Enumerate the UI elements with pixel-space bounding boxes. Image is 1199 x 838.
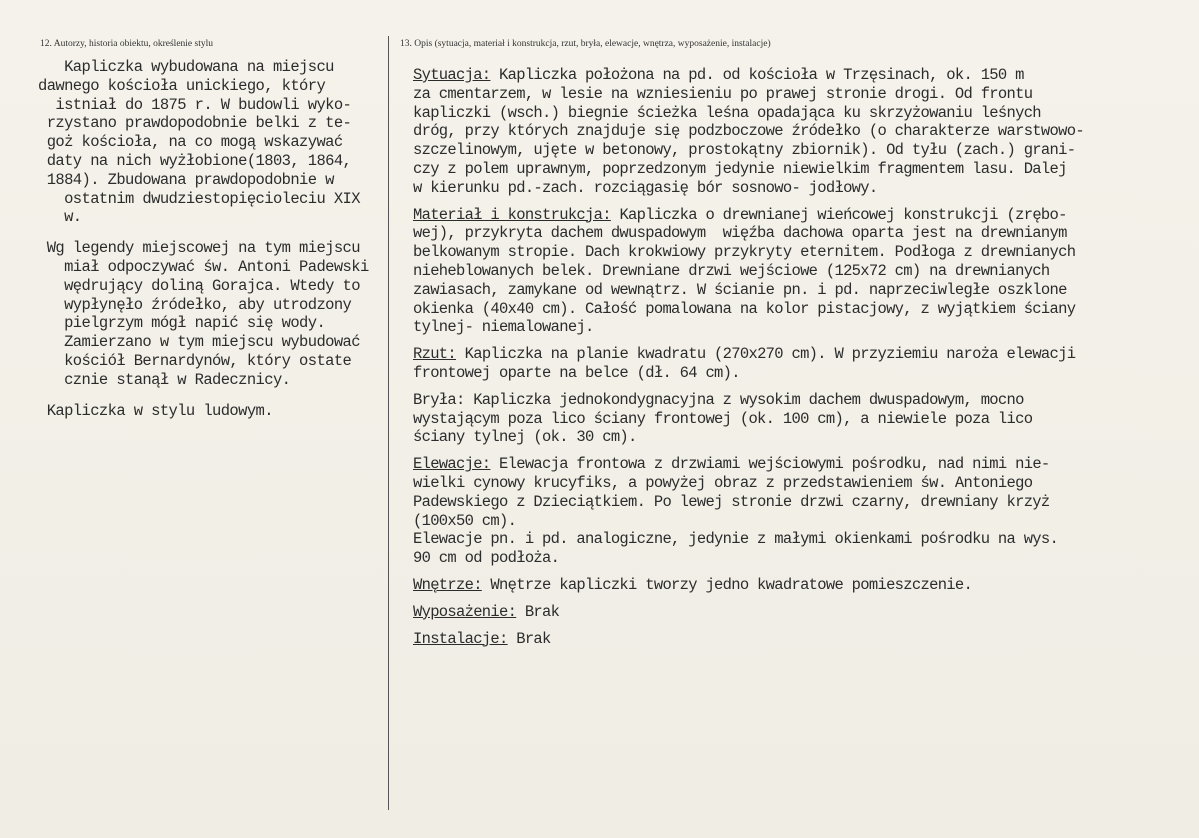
- section-heading: Wnętrze:: [413, 575, 482, 594]
- history-paragraph: Kapliczka wybudowana na miejscu dawnego kościoła unickiego, który istniał do 1875 r. W budowli wyko- rzystano prawdopodobnie belki z te- goż kościoła, na co mogą wskazywać daty na nich wyżłobione(1803, 1864, 1884). Zbudowana prawdopodobnie w ostatnim dwudziestopięcioleciu XIX w.: [38, 58, 360, 227]
- section-wyposazenie: Wyposażenie: Brak: [413, 602, 560, 621]
- legend-paragraph: Wg legendy miejscowej na tym miejscu miał odpoczywać św. Antoni Padewski wędrujący doliną Gorajca. Wtedy to wypłynęło źródełko, aby utrodzony pielgrzym mógł napić się wody. Zamierzano w tym miejscu wybudować kościół Bernardynów, który ostate cznie stanął w Radecznicy.: [38, 239, 369, 389]
- section-heading: Wyposażenie:: [413, 602, 517, 621]
- section-heading: Materiał i konstrukcja:: [413, 205, 611, 224]
- section-elewacje: Elewacje: Elewacja frontowa z drzwiami wejściowymi pośrodku, nad nimi nie- wielki cynowy krucyfiks, a powyżej obraz z przedstawieniem św. Antoniego Padewskiego z Dzieciątkiem. Po lewej stronie drzwi czarny, drewniany krzyż (100x50 cm). Elewacje pn. i pd. analogiczne, jedynie z małymi okienkami pośrodku na wys. 90 cm od podłoża.: [413, 455, 1059, 568]
- section-heading: Instalacje:: [413, 629, 508, 648]
- style-paragraph: Kapliczka w stylu ludowym.: [38, 401, 273, 420]
- section-sytuacja: Sytuacja: Kapliczka położona na pd. od kościoła w Trzęsinach, ok. 150 m za cmentarzem, w lesie na wzniesieniu po prawej stronie drogi. Od frontu kapliczki (wsch.) biegnie ścieżka leśna opadająca ku skrzyżowaniu leśnych dróg, przy których znajduje się podzboczowe źródełko (o charakterze warstwowo- szczelinowym, ujęte w betonowy, prostokątny zbiornik). Od tyłu (zach.) grani- czy z polem uprawnym, poprzedzonym jedynie niewielkim fragmentem lasu. Dalej w kierunku pd.-zach. rozciągasię bór sosnowo- jodłowy.: [413, 66, 1084, 197]
- section-heading: Bryła:: [413, 390, 465, 409]
- right-section-title: 13. Opis (sytuacja, materiał i konstrukcja, rzut, bryła, elewacje, wnętrza, wyposażenie, instalacje): [400, 39, 771, 49]
- section-bryla: Bryła: Kapliczka jednokondygnacyjna z wysokim dachem dwuspadowym, mocno wystającym poza lico ściany frontowej (ok. 100 cm), a niewiele poza lico ściany tylnej (ok. 30 cm).: [413, 390, 1033, 447]
- section-heading: Sytuacja:: [413, 66, 491, 84]
- description-column: [413, 66, 1193, 656]
- left-section-title: 12. Autorzy, historia obiektu, określenie stylu: [40, 39, 213, 49]
- column-divider: [388, 36, 389, 810]
- section-heading: Elewacje:: [413, 455, 491, 474]
- section-material: Materiał i konstrukcja: Kapliczka o drewnianej wieńcowej konstrukcji (zrębo- wej), przykryta dachem dwuspadowym więźba dachowa oparta jest na drewnianym belkowanym stropie. Dach krokwiowy przykryty eternitem. Podłoga z drewnianych nieheblowanych belek. Drewniane drzwi wejściowe (125x72 cm) na drewnianych zawiasach, zamykane od wewnątrz. W ścianie pn. i pd. naprzeciwległe oszklone okienka (40x40 cm). Całość pomalowana na kolor pistacjowy, z wyjątkiem ściany tylnej- niemalowanej.: [413, 205, 1076, 337]
- section-wnetrze: Wnętrze: Wnętrze kapliczki tworzy jedno kwadratowe pomieszczenie.: [413, 575, 973, 594]
- section-instalacje: Instalacje: Brak: [413, 629, 551, 648]
- section-heading: Rzut:: [413, 345, 457, 364]
- history-column: [38, 58, 386, 432]
- section-rzut: Rzut: Kapliczka na planie kwadratu (270x270 cm). W przyziemiu naroża elewacji frontowej oparte na belce (dł. 64 cm).: [413, 345, 1076, 382]
